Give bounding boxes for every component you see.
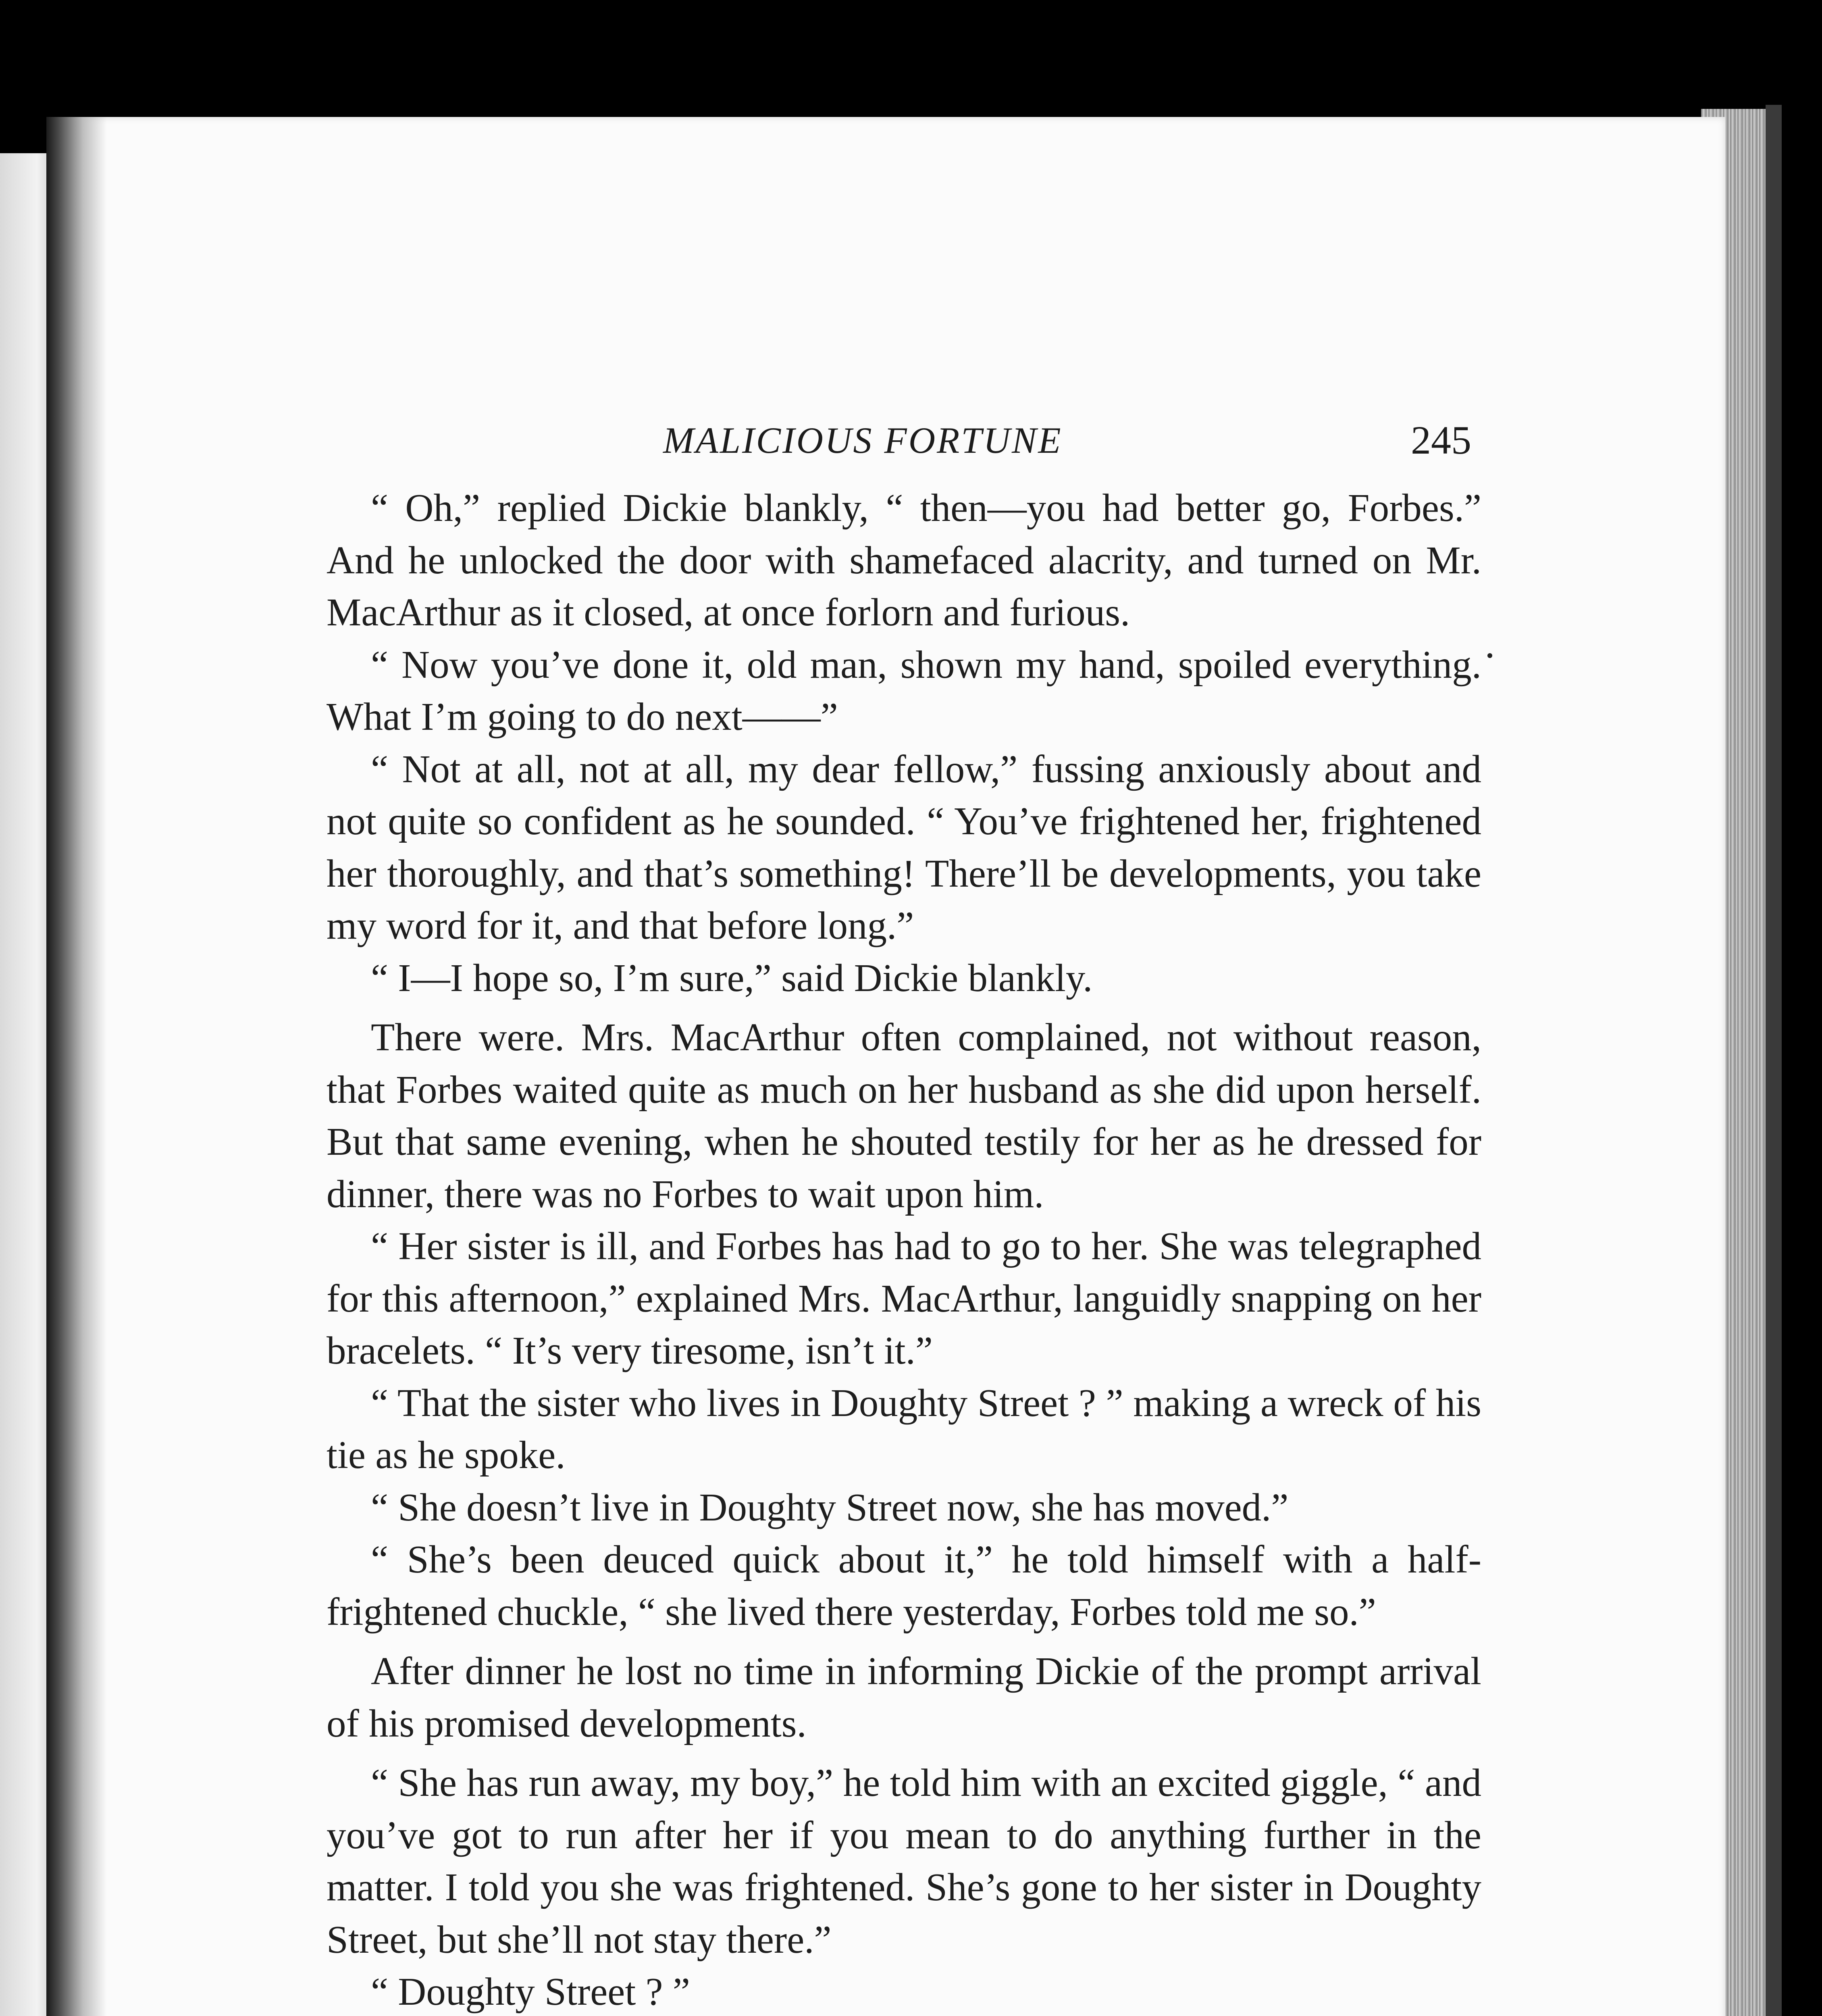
paragraph: “ She’s been deuced quick about it,” he told himself with a half-frightened chuckle, “ she lived there yesterday, Forbes told me so.” (327, 1538, 1481, 1633)
running-title: MALICIOUS FORTUNE (663, 420, 1063, 461)
paragraph: “ I—I hope so, I’m sure,” said Dickie blankly. (371, 956, 1093, 1000)
paragraph: After dinner he lost no time in informing Dickie of the prompt arrival of his promised developments. (327, 1649, 1481, 1745)
paragraph: “ Doughty Street ? ” (371, 1970, 690, 2013)
book-cover-edge (1766, 105, 1782, 2016)
paragraph: There were. Mrs. MacArthur often complained, not without reason, that Forbes waited quite as much on her husband as she did upon herself. But that same evening, when he shouted testily for her as he dressed for dinner, there was no Forbes to wait upon him. (327, 1016, 1481, 1216)
paragraph: “ Her sister is ill, and Forbes has had to go to her. She was telegraphed for this afternoon,” explained Mrs. MacArthur, languidly snapping on her bracelets. “ It’s very tiresome, isn’t it.” (327, 1225, 1481, 1372)
page-number: 245 (1411, 418, 1471, 462)
book-page (46, 117, 1725, 2016)
running-head (46, 412, 1725, 469)
paragraph: “ That the sister who lives in Doughty Street ? ” making a wreck of his tie as he spoke. (327, 1381, 1481, 1477)
paragraph: “ She doesn’t live in Doughty Street now, she has moved.” (371, 1485, 1289, 1529)
paragraph: “ She has run away, my boy,” he told him with an excited giggle, “ and you’ve got to run after her if you mean to do anything further in the matter. I told you she was frightened. She’s gone to her sister in Doughty Street, but she’ll not stay there.” (327, 1761, 1481, 1961)
ink-speck (1487, 653, 1492, 658)
body-text (327, 482, 1481, 2016)
paragraph: “ Now you’ve done it, old man, shown my hand, spoiled everything. What I’m going to do next——” (327, 643, 1481, 738)
page-gutter (46, 117, 107, 2016)
paragraph: “ Oh,” replied Dickie blankly, “ then—you had better go, Forbes.” And he unlocked the door with shamefaced alacrity, and turned on Mr. MacArthur as it closed, at once forlorn and furious. (327, 486, 1481, 634)
paragraph: “ Not at all, not at all, my dear fellow,” fussing anxiously about and not quite so confident as he sounded. “ You’ve frightened her, frightened her thoroughly, and that’s something! There’ll be developments, you take my word for it, and that before long.” (327, 747, 1481, 947)
